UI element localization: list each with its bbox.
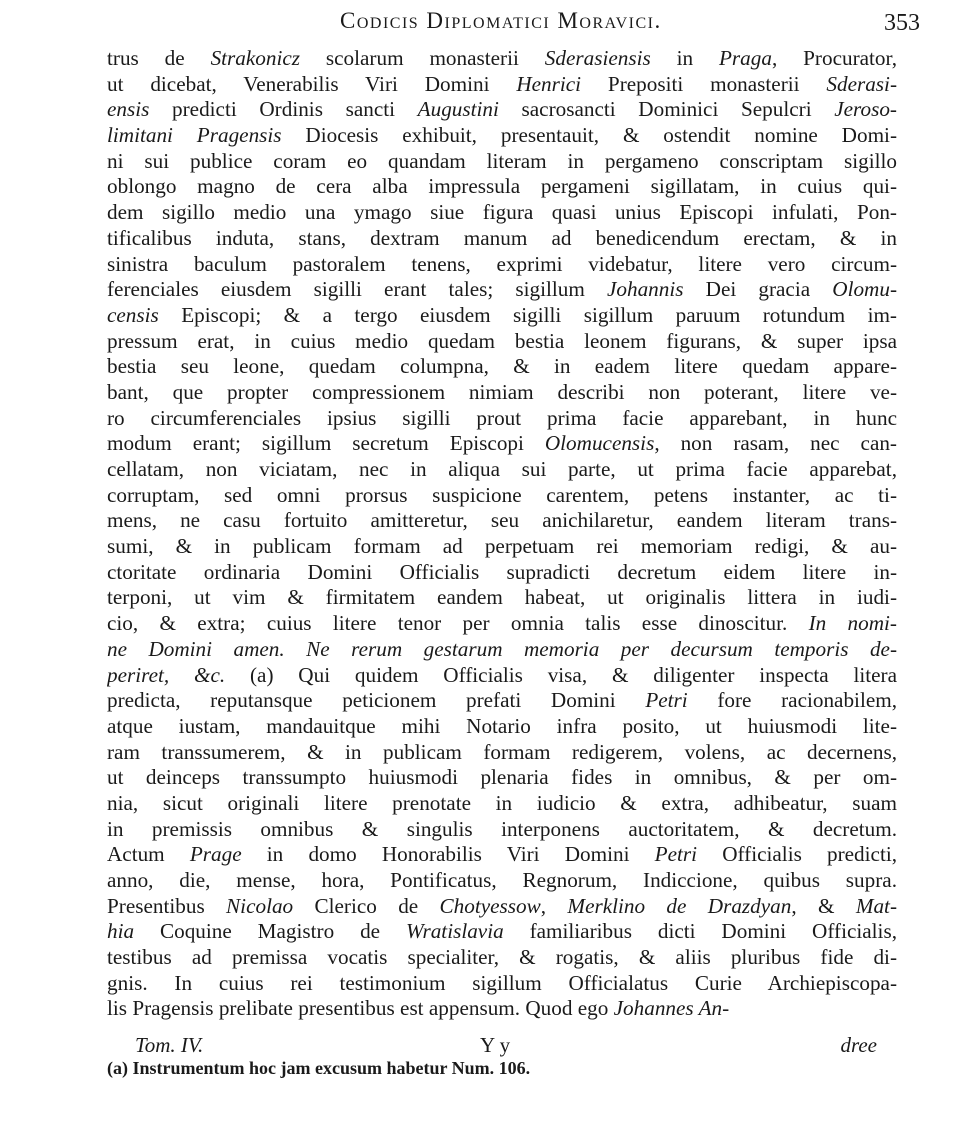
text-segment: familiaribus dicti Domini Officialis, [503, 919, 897, 944]
text-segment: tificalibus induta, stans, dextram manum ad benedicendum erectam, & in [107, 225, 897, 250]
text-segment: oblongo magno de cera alba impressula pergameni sigillatam, in cuius qui- [107, 174, 897, 199]
text-segment: modum erant; sigillum secretum Episcopi [107, 431, 545, 456]
text-segment: predicti Ordinis sancti [149, 97, 418, 122]
text-segment: anno, die, mense, hora, Pontificatus, Regnorum, Indiccione, quibus supra. [107, 868, 897, 892]
text-line [107, 919, 897, 945]
italic-segment: Johannes An- [613, 996, 730, 1021]
text-line [107, 663, 897, 689]
running-head [100, 6, 920, 40]
italic-segment: limitani Pragensis [107, 123, 282, 148]
italic-segment: Mat- [855, 893, 897, 918]
text-segment: pressum erat, in cuius medio quedam bestia leonem figurans, & super ipsa [107, 328, 897, 353]
text-segment: nia, sicut originali litere prenotate in iudicio & extra, adhibeatur, suam [107, 790, 897, 815]
text-segment: , & [791, 893, 856, 918]
text-segment: Officialis predicti, [697, 842, 897, 867]
text-line [107, 406, 897, 432]
italic-segment: ne Domini amen. Ne rerum gestarum memoria per decursum temporis de- [107, 636, 897, 661]
text-segment: testibus ad premissa vocatis specialiter, & rogatis, & aliis pluribus fide di- [107, 945, 897, 970]
text-segment: ctoritate ordinaria Domini Officialis supradicti decretum eidem litere in- [107, 559, 897, 584]
page-number: 353 [884, 10, 920, 36]
text-segment: ut dicebat, Venerabilis Viri Domini [107, 71, 517, 96]
italic-segment: Petri [645, 688, 688, 713]
text-segment: in premissis omnibus & singulis interponens auctoritatem, & decretum. [107, 816, 897, 841]
italic-segment: hia [107, 919, 135, 944]
text-line [107, 971, 897, 997]
text-line [107, 868, 897, 894]
text-segment: atque iustam, mandauitque mihi Notario infra posito, ut huiusmodi lite- [107, 713, 897, 738]
text-line [107, 174, 897, 200]
text-line [107, 688, 897, 714]
text-line [107, 226, 897, 252]
text-line [107, 585, 897, 611]
text-segment: mens, ne casu fortuito amitteretur, seu anichilaretur, eandem literam trans- [107, 508, 897, 533]
text-segment: Coquine Magistro de [134, 919, 406, 944]
text-segment: sinistra baculum pastoralem tenens, exprimi videbatur, litere vero circum- [107, 251, 897, 276]
text-line [107, 791, 897, 817]
text-segment: ut deinceps transsumpto huiusmodi plenaria fides in omnibus, & per om- [107, 765, 897, 790]
italic-segment: Augustini [417, 97, 499, 122]
text-line [107, 354, 897, 380]
text-line [107, 714, 897, 740]
text-segment: predicta, reputansque peticionem prefati Domini [107, 688, 646, 713]
text-segment: Presentibus [107, 893, 227, 918]
text-segment: trus de [107, 46, 211, 70]
text-line [107, 842, 897, 868]
text-line [107, 72, 897, 98]
text-segment: gnis. In cuius rei testimonium sigillum Officialatus Curie Archiepiscopa- [107, 970, 897, 995]
text-segment: fore racionabilem, [687, 688, 897, 713]
text-segment: ro circumferenciales ipsius sigilli prout prima facie apparebant, in hunc [107, 405, 897, 430]
text-segment: sacrosancti Dominici Sepulcri [498, 97, 835, 122]
italic-segment: Strakonicz [210, 46, 301, 70]
text-segment: Dei gracia [683, 277, 833, 302]
text-line [107, 329, 897, 355]
italic-segment: Sderasi- [826, 71, 897, 96]
text-segment: corruptam, sed omni prorsus suspicione carentem, petens instanter, ac ti- [107, 482, 897, 507]
text-line [107, 380, 897, 406]
text-segment: , non rasam, nec can- [654, 431, 897, 456]
catchword: dree [840, 1033, 877, 1057]
italic-segment: Olomu- [832, 277, 897, 302]
italic-segment: In nomi- [808, 611, 897, 636]
text-line [107, 534, 897, 560]
text-segment: cio, & extra; cuius litere tenor per omnia talis esse dinoscitur. [107, 611, 809, 636]
italic-segment: Prage [189, 842, 242, 867]
text-segment: ferenciales eiusdem sigilli erant tales; sigillum [107, 277, 607, 302]
text-line [107, 996, 897, 1022]
text-segment: scolarum monasterii [300, 46, 545, 70]
volume-label: Tom. IV. [135, 1033, 204, 1057]
text-line [107, 945, 897, 971]
text-segment: (a) Qui quidem Officialis visa, & diligenter inspecta litera [225, 662, 897, 687]
text-line [107, 277, 897, 303]
text-line [107, 894, 897, 920]
italic-segment: Henrici [516, 71, 582, 96]
italic-segment: Wratislavia [405, 919, 504, 944]
text-line [107, 817, 897, 843]
text-segment: , Procurator, [771, 46, 897, 70]
text-line [107, 303, 897, 329]
text-line [107, 457, 897, 483]
printer-signature: Y y [480, 1033, 511, 1057]
italic-segment: Petri [654, 842, 698, 867]
text-segment: Clerico de [293, 893, 440, 918]
text-segment: bant, que propter compressionem nimiam describi non poterant, litere ve- [107, 379, 897, 404]
text-segment: Prepositi monasterii [581, 71, 827, 96]
text-line [107, 200, 897, 226]
text-segment: , [540, 893, 568, 918]
italic-segment: periret, &c. [107, 662, 226, 687]
body-text [107, 46, 897, 1022]
text-segment: dem sigillo medio una ymago siue figura quasi unius Episcopi infulati, Pon- [107, 200, 897, 225]
text-line [107, 765, 897, 791]
text-line [107, 611, 897, 637]
italic-segment: Chotyessow [439, 893, 541, 918]
text-line [107, 149, 897, 175]
text-segment: sumi, & in publicam formam ad perpetuam rei memoriam redigi, & au- [107, 534, 897, 559]
italic-segment: censis [107, 302, 159, 327]
italic-segment: Jeroso- [834, 97, 897, 122]
text-line [107, 431, 897, 457]
italic-segment: Merklino de Drazdyan [567, 893, 792, 918]
italic-segment: Olomucensis [544, 431, 655, 456]
signature-line [135, 1033, 877, 1059]
text-line [107, 123, 897, 149]
footnote: (a) Instrumentum hoc jam excusum habetur Num. 106. [107, 1058, 531, 1078]
text-segment: lis Pragensis prelibate presentibus est appensum. Quod ego [107, 996, 614, 1021]
text-line [107, 740, 897, 766]
text-segment: ram transsumerem, & in publicam formam redigerem, volens, ac decernens, [107, 739, 897, 764]
text-line [107, 46, 897, 72]
text-line [107, 560, 897, 586]
text-line [107, 483, 897, 509]
text-line [107, 637, 897, 663]
italic-segment: Nicolao [226, 893, 294, 918]
text-segment: terponi, ut vim & firmitatem eandem habeat, ut originalis littera in iudi- [107, 585, 897, 610]
text-segment: Diocesis exhibuit, presentauit, & ostendit nomine Domi- [281, 123, 897, 148]
text-line [107, 252, 897, 278]
text-segment: cellatam, non viciatam, nec in aliqua sui parte, ut prima facie apparebat, [107, 457, 897, 481]
text-segment: Actum [107, 842, 190, 867]
italic-segment: Praga [718, 46, 772, 70]
text-segment: bestia seu leone, quedam columpna, & in eadem litere quedam appare- [107, 354, 897, 379]
text-segment: Episcopi; & a tergo eiusdem sigilli sigillum paruum rotundum im- [158, 302, 897, 327]
text-line [107, 508, 897, 534]
text-line [107, 97, 897, 123]
italic-segment: Sderasiensis [544, 46, 651, 70]
text-segment: ni sui publice coram eo quandam literam in pergameno conscriptam sigillo [107, 148, 897, 173]
italic-segment: ensis [107, 97, 150, 122]
text-segment: in [650, 46, 719, 70]
text-segment: in domo Honorabilis Viri Domini [241, 842, 655, 867]
running-title: Codicis Diplomatici Moravici. [340, 8, 662, 33]
italic-segment: Johannis [606, 277, 684, 302]
